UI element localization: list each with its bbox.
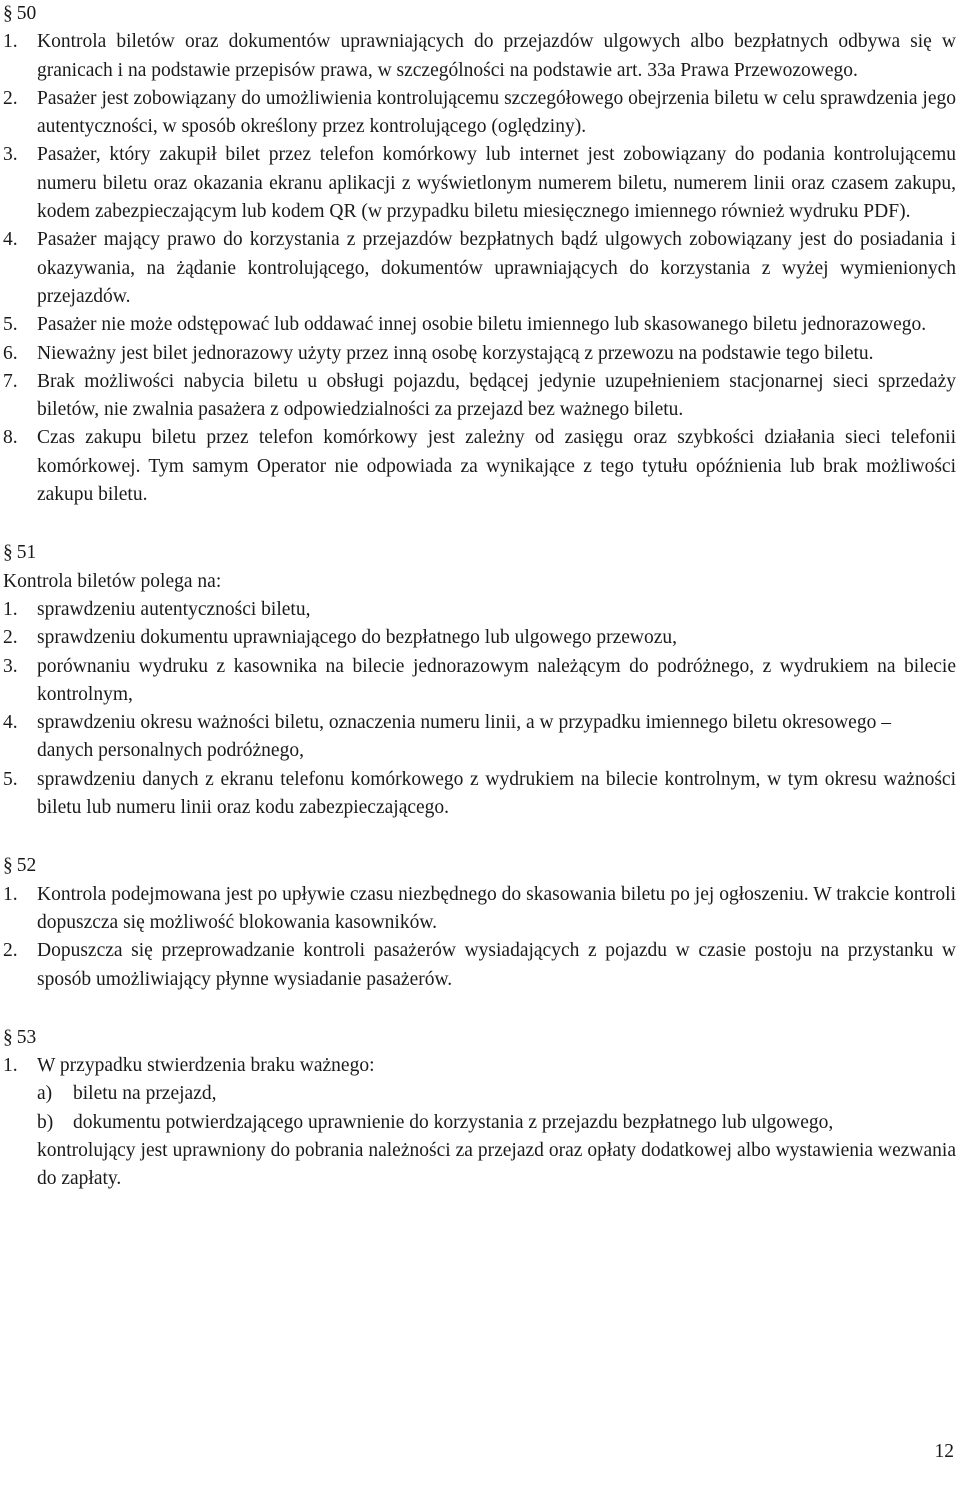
list-item [0,624,960,652]
item-number: 5. [3,314,18,336]
section-list [0,596,960,822]
list-item [0,141,960,226]
section-51 [0,539,960,822]
item-text: sprawdzeniu okresu ważności biletu, oznaczenia numeru linii, a w przypadku imiennego biletu okresowego – danych personalnych podróżnego, [37,712,891,762]
list-item [0,653,960,710]
list-item [0,1052,960,1080]
section-heading [0,1024,960,1052]
list-item [0,937,960,994]
list-item [0,766,960,823]
section-number: 52 [16,855,37,877]
item-number: 1. [3,31,18,53]
item-number: 3. [3,655,18,677]
item-text: sprawdzeniu danych z ekranu telefonu komórkowego z wydrukiem na bilecie kontrolnym, w tym okresu ważności biletu lub numeru linii oraz kodu zabezpieczającego. [37,768,956,819]
list-item [0,596,960,624]
item-number: 1. [3,1055,18,1077]
section-53 [0,1024,960,1194]
item-number: 2. [3,87,18,109]
item-text: Czas zakupu biletu przez telefon komórkowy jest zależny od zasięgu oraz szybkości działania sieci telefonii komórkowej. Tym samym Operator nie odpowiada za wynikające z tego tytułu opóźnienia lub brak możliwości zakupu biletu. [37,427,956,506]
spacer [0,994,960,1024]
sub-item-letter: a) [37,1083,53,1105]
item-text: Kontrola podejmowana jest po upływie czasu niezbędnego do skasowania biletu po jej ogłoszeniu. W trakcie kontroli dopuszcza się możliwość blokowania kasowników. [37,883,956,933]
item-text: Pasażer mający prawo do korzystania z przejazdów bezpłatnych bądź ulgowych zobowiązany jest do posiadania i okazywania, na żądanie kontrolującego, dokumentów uprawniających do korzystania z wyżej wymienionych przejazdów. [37,229,956,307]
section-list [0,881,960,994]
section-number: 53 [16,1026,37,1048]
item-text: sprawdzeniu dokumentu uprawniającego do bezpłatnego lub ulgowego przewozu, [37,627,678,649]
item-number: 4. [3,229,18,251]
spacer [0,822,960,852]
item-text: W przypadku stwierdzenia braku ważnego: [37,1055,375,1077]
item-number: 3. [3,144,18,166]
page-number: 12 [934,1441,954,1462]
section-symbol: § [3,855,13,877]
list-item [0,85,960,142]
section-number: 51 [16,542,37,564]
item-text: Kontrola biletów oraz dokumentów uprawniających do przejazdów ulgowych albo bezpłatnych odbywa się w granicach i na podstawie przepisów prawa, w szczególności na podstawie art. 33a Prawa Przewozowego. [37,31,956,81]
sub-item-letter: b) [37,1111,54,1133]
item-number: 7. [3,370,18,392]
section-symbol: § [3,542,13,564]
sub-item-text: biletu na przejazd, [73,1083,217,1105]
item-text: sprawdzeniu autentyczności biletu, [37,598,311,620]
section-heading [0,539,960,567]
section-heading [0,0,960,28]
section-list [0,28,960,509]
sub-item-text: dokumentu potwierdzającego uprawnienie do korzystania z przejazdu bezpłatnego lub ulgowego, [73,1111,834,1133]
section-52 [0,852,960,993]
item-text: Pasażer, który zakupił bilet przez telefon komórkowy lub internet jest zobowiązany do podania kontrolującemu numeru biletu oraz okazania ekranu aplikacji z wyświetlonym numerem biletu, numerem linii oraz czasem zakupu, kodem zabezpieczającym lub kodem QR (w przypadku biletu miesięcznego imiennego również wydruku PDF). [37,144,956,223]
sub-list-item [0,1109,960,1137]
item-number: 2. [3,940,18,962]
item-number: 1. [3,598,18,620]
list-item [0,28,960,85]
item-number: 1. [3,883,18,905]
item-text: Pasażer jest zobowiązany do umożliwienia kontrolującemu szczegółowego obejrzenia biletu w celu sprawdzenia jego autentyczności, w sposób określony przez kontrolującego (oględziny). [37,87,956,138]
item-text: Brak możliwości nabycia biletu u obsługi pojazdu, będącej jedynie uzupełnieniem stacjonarnej sieci sprzedaży biletów, nie zwalnia pasażera z odpowiedzialności za przejazd bez ważnego biletu. [37,370,956,421]
item-number: 2. [3,627,18,649]
list-item [0,709,960,766]
item-text: Pasażer nie może odstępować lub oddawać innej osobie biletu imiennego lub skasowanego biletu jednorazowego. [37,314,927,336]
item-number: 4. [3,712,18,734]
section-symbol: § [3,3,13,24]
item-text: porównaniu wydruku z kasownika na bilecie jednorazowym należącym do podróżnego, z wydrukiem na bilecie kontrolnym, [37,655,956,705]
list-item [0,424,960,509]
section-symbol: § [3,1026,13,1048]
section-number: 50 [16,3,37,24]
sub-list [0,1080,960,1137]
item-text: Dopuszcza się przeprowadzanie kontroli pasażerów wysiadających z pojazdu w czasie postoju na przystanku w sposób umożliwiający płynne wysiadanie pasażerów. [37,940,956,990]
list-item [0,226,960,311]
section-intro: Kontrola biletów polega na: [3,570,222,592]
item-number: 6. [3,342,18,364]
section-heading [0,852,960,880]
item-number: 5. [3,768,18,790]
section-50 [0,0,960,509]
spacer [0,509,960,539]
section-list [0,1052,960,1080]
item-text: Nieważny jest bilet jednorazowy użyty przez inną osobę korzystającą z przewozu na podstawie tego biletu. [37,342,874,364]
list-item [0,881,960,938]
list-item [0,340,960,368]
item-number: 8. [3,427,18,449]
list-item [0,311,960,339]
sub-list-item [0,1080,960,1108]
item-conclusion: kontrolujący jest uprawniony do pobrania należności za przejazd oraz opłaty dodatkowej albo wystawienia wezwania do zapłaty. [37,1139,956,1190]
list-item [0,368,960,425]
